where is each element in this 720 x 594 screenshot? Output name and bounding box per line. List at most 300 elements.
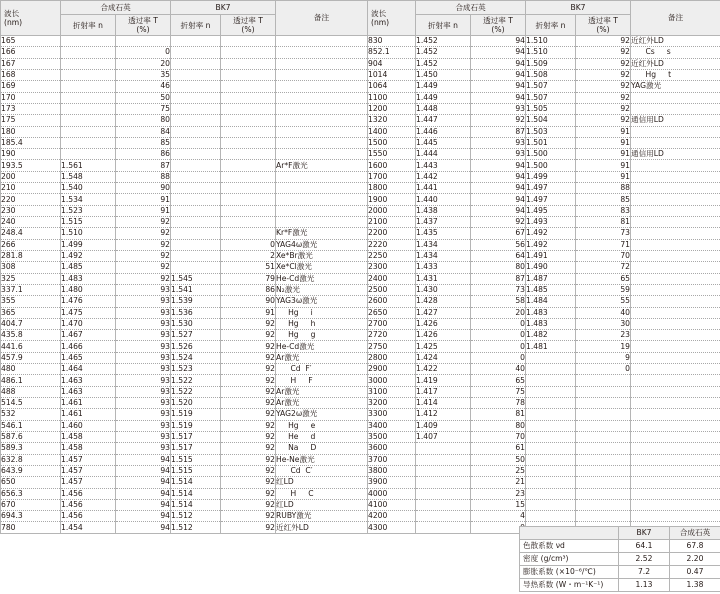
left-bk7-index-cell xyxy=(171,250,221,261)
left-bk7-transmittance-cell xyxy=(221,205,276,216)
left-notes-cell: Cd F′ xyxy=(276,364,368,375)
left-bk7-index-cell xyxy=(171,115,221,126)
left-bk7-transmittance-cell: 92 xyxy=(221,318,276,329)
table-row xyxy=(1,488,720,499)
left-wavelength-cell: 210 xyxy=(1,183,61,194)
left-bk7-transmittance-cell: 86 xyxy=(221,284,276,295)
left-silica-transmittance-cell: 92 xyxy=(116,262,171,273)
right-silica-index-cell xyxy=(416,488,471,499)
left-notes-cell: He-Cd激光 xyxy=(276,341,368,352)
right-notes-cell xyxy=(631,296,720,307)
table-row xyxy=(1,318,720,329)
left-bk7-index-cell: 1.520 xyxy=(171,398,221,409)
right-silica-index-cell: 1.445 xyxy=(416,137,471,148)
left-bk7-transmittance-cell: 92 xyxy=(221,386,276,397)
right-bk7-transmittance-cell: 92 xyxy=(576,69,631,80)
right-silica-index-cell: 1.434 xyxy=(416,239,471,250)
right-wavelength-cell: 1320 xyxy=(368,115,416,126)
right-wavelength-cell: 1500 xyxy=(368,137,416,148)
right-wavelength-cell: 4300 xyxy=(368,522,416,533)
left-silica-transmittance-cell: 92 xyxy=(116,239,171,250)
header-refractive-index: 折射率 n xyxy=(171,15,221,36)
right-wavelength-cell: 2720 xyxy=(368,330,416,341)
right-silica-index-cell: 1.433 xyxy=(416,262,471,273)
header-wavelength-right: 波长 (nm) xyxy=(368,1,416,36)
left-bk7-index-cell: 1.515 xyxy=(171,454,221,465)
right-silica-transmittance-cell: 80 xyxy=(471,420,526,431)
left-bk7-index-cell: 1.514 xyxy=(171,499,221,510)
left-silica-transmittance-cell: 92 xyxy=(116,217,171,228)
table-row xyxy=(1,398,720,409)
right-silica-transmittance-cell: 93 xyxy=(471,137,526,148)
right-bk7-transmittance-cell: 91 xyxy=(576,171,631,182)
right-silica-transmittance-cell: 0 xyxy=(471,330,526,341)
right-notes-cell xyxy=(631,330,720,341)
left-notes-cell xyxy=(276,217,368,228)
left-wavelength-cell: 173 xyxy=(1,103,61,114)
right-wavelength-cell: 3100 xyxy=(368,386,416,397)
left-bk7-transmittance-cell xyxy=(221,149,276,160)
right-bk7-index-cell: 1.482 xyxy=(526,330,576,341)
right-silica-index-cell: 1.419 xyxy=(416,375,471,386)
left-bk7-index-cell xyxy=(171,81,221,92)
right-bk7-transmittance-cell: 19 xyxy=(576,341,631,352)
right-wavelength-cell: 3900 xyxy=(368,477,416,488)
right-silica-transmittance-cell: 94 xyxy=(471,160,526,171)
header-refractive-index: 折射率 n xyxy=(61,15,116,36)
header-transmittance: 透过率 T (%) xyxy=(471,15,526,36)
header-bk7-right: BK7 xyxy=(526,1,631,15)
left-bk7-transmittance-cell xyxy=(221,228,276,239)
right-silica-transmittance-cell: 73 xyxy=(471,284,526,295)
right-wavelength-cell: 4200 xyxy=(368,511,416,522)
table-row xyxy=(1,431,720,442)
left-silica-transmittance-cell: 86 xyxy=(116,149,171,160)
left-silica-transmittance-cell: 20 xyxy=(116,58,171,69)
right-silica-transmittance-cell: 4 xyxy=(471,511,526,522)
left-bk7-transmittance-cell: 92 xyxy=(221,398,276,409)
left-silica-transmittance-cell: 50 xyxy=(116,92,171,103)
right-bk7-transmittance-cell xyxy=(576,375,631,386)
right-bk7-transmittance-cell: 72 xyxy=(576,262,631,273)
right-bk7-index-cell: 1.507 xyxy=(526,81,576,92)
right-silica-index-cell: 1.424 xyxy=(416,352,471,363)
right-notes-cell xyxy=(631,262,720,273)
left-silica-transmittance-cell: 94 xyxy=(116,465,171,476)
header-bk7-left: BK7 xyxy=(171,1,276,15)
right-notes-cell xyxy=(631,183,720,194)
left-bk7-transmittance-cell: 92 xyxy=(221,409,276,420)
left-bk7-transmittance-cell xyxy=(221,47,276,58)
right-silica-index-cell: 1.428 xyxy=(416,296,471,307)
left-silica-transmittance-cell: 94 xyxy=(116,454,171,465)
right-bk7-transmittance-cell: 85 xyxy=(576,194,631,205)
right-wavelength-cell: 2220 xyxy=(368,239,416,250)
left-notes-cell: 近红外LD xyxy=(276,522,368,533)
left-silica-transmittance-cell: 46 xyxy=(116,81,171,92)
left-wavelength-cell: 165 xyxy=(1,36,61,47)
table-row xyxy=(1,205,720,216)
left-silica-index-cell: 1.460 xyxy=(61,420,116,431)
right-bk7-index-cell: 1.484 xyxy=(526,296,576,307)
right-silica-transmittance-cell: 87 xyxy=(471,126,526,137)
table-body xyxy=(1,36,720,534)
left-silica-index-cell: 1.548 xyxy=(61,171,116,182)
right-bk7-index-cell xyxy=(526,352,576,363)
props-row xyxy=(520,566,720,579)
right-silica-transmittance-cell: 67 xyxy=(471,228,526,239)
left-silica-index-cell: 1.454 xyxy=(61,522,116,533)
left-silica-transmittance-cell: 92 xyxy=(116,273,171,284)
left-bk7-index-cell xyxy=(171,137,221,148)
right-bk7-transmittance-cell xyxy=(576,443,631,454)
left-bk7-transmittance-cell xyxy=(221,160,276,171)
right-wavelength-cell: 830 xyxy=(368,36,416,47)
left-notes-cell xyxy=(276,92,368,103)
right-wavelength-cell: 3800 xyxy=(368,465,416,476)
right-notes-cell xyxy=(631,409,720,420)
left-bk7-index-cell xyxy=(171,194,221,205)
right-bk7-index-cell: 1.485 xyxy=(526,284,576,295)
left-wavelength-cell: 180 xyxy=(1,126,61,137)
left-silica-transmittance-cell: 94 xyxy=(116,488,171,499)
right-notes-cell xyxy=(631,364,720,375)
left-bk7-index-cell: 1.527 xyxy=(171,330,221,341)
left-wavelength-cell: 240 xyxy=(1,217,61,228)
props-label: 导热系数 (W・m⁻¹K⁻¹) xyxy=(520,579,619,592)
right-notes-cell xyxy=(631,341,720,352)
table-row xyxy=(1,81,720,92)
left-silica-transmittance-cell: 35 xyxy=(116,69,171,80)
left-notes-cell xyxy=(276,81,368,92)
left-wavelength-cell: 694.3 xyxy=(1,511,61,522)
props-header-blank xyxy=(520,527,619,540)
right-wavelength-cell: 3200 xyxy=(368,398,416,409)
left-bk7-index-cell xyxy=(171,47,221,58)
table-row xyxy=(1,477,720,488)
table-row xyxy=(1,183,720,194)
right-silica-index-cell: 1.449 xyxy=(416,81,471,92)
table-row xyxy=(1,149,720,160)
props-silica-value: 0.47 xyxy=(670,566,720,579)
right-bk7-transmittance-cell xyxy=(576,398,631,409)
left-bk7-transmittance-cell: 92 xyxy=(221,454,276,465)
header-refractive-index: 折射率 n xyxy=(416,15,471,36)
right-notes-cell xyxy=(631,103,720,114)
left-bk7-transmittance-cell xyxy=(221,115,276,126)
right-silica-transmittance-cell: 93 xyxy=(471,149,526,160)
left-silica-index-cell xyxy=(61,36,116,47)
left-silica-index-cell: 1.461 xyxy=(61,409,116,420)
left-bk7-transmittance-cell xyxy=(221,58,276,69)
right-bk7-index-cell xyxy=(526,386,576,397)
right-silica-transmittance-cell: 75 xyxy=(471,386,526,397)
left-bk7-index-cell xyxy=(171,149,221,160)
left-wavelength-cell: 170 xyxy=(1,92,61,103)
left-wavelength-cell: 480 xyxy=(1,364,61,375)
right-bk7-transmittance-cell: 0 xyxy=(576,364,631,375)
right-silica-index-cell: 1.450 xyxy=(416,69,471,80)
right-bk7-transmittance-cell: 92 xyxy=(576,92,631,103)
right-bk7-index-cell: 1.487 xyxy=(526,273,576,284)
right-wavelength-cell: 1100 xyxy=(368,92,416,103)
table-row xyxy=(1,352,720,363)
right-bk7-transmittance-cell xyxy=(576,454,631,465)
props-silica-value: 1.38 xyxy=(670,579,720,592)
left-notes-cell: Kr*F激光 xyxy=(276,228,368,239)
right-bk7-transmittance-cell: 91 xyxy=(576,126,631,137)
right-bk7-transmittance-cell: 81 xyxy=(576,217,631,228)
right-silica-index-cell: 1.443 xyxy=(416,160,471,171)
left-silica-transmittance-cell xyxy=(116,36,171,47)
material-properties-table xyxy=(519,526,720,592)
left-silica-transmittance-cell: 93 xyxy=(116,375,171,386)
right-bk7-transmittance-cell: 88 xyxy=(576,183,631,194)
left-wavelength-cell: 193.5 xyxy=(1,160,61,171)
right-bk7-index-cell: 1.499 xyxy=(526,171,576,182)
table-row xyxy=(1,443,720,454)
right-bk7-index-cell xyxy=(526,465,576,476)
right-silica-index-cell: 1.444 xyxy=(416,149,471,160)
right-wavelength-cell: 2650 xyxy=(368,307,416,318)
right-bk7-index-cell: 1.481 xyxy=(526,341,576,352)
right-bk7-index-cell: 1.497 xyxy=(526,183,576,194)
right-silica-transmittance-cell: 50 xyxy=(471,454,526,465)
left-bk7-transmittance-cell: 92 xyxy=(221,499,276,510)
right-silica-transmittance-cell: 64 xyxy=(471,250,526,261)
left-bk7-index-cell xyxy=(171,126,221,137)
left-notes-cell: He d xyxy=(276,431,368,442)
left-bk7-index-cell: 1.512 xyxy=(171,522,221,533)
table-row xyxy=(1,160,720,171)
table-row xyxy=(1,511,720,522)
props-label: 色散系数 νd xyxy=(520,540,619,553)
right-notes-cell xyxy=(631,92,720,103)
table-row xyxy=(1,454,720,465)
left-silica-index-cell xyxy=(61,69,116,80)
left-bk7-index-cell: 1.522 xyxy=(171,386,221,397)
left-notes-cell xyxy=(276,205,368,216)
left-bk7-transmittance-cell xyxy=(221,194,276,205)
left-bk7-index-cell xyxy=(171,36,221,47)
right-wavelength-cell: 2000 xyxy=(368,205,416,216)
left-wavelength-cell: 325 xyxy=(1,273,61,284)
left-wavelength-cell: 546.1 xyxy=(1,420,61,431)
left-silica-transmittance-cell: 0 xyxy=(116,47,171,58)
right-bk7-index-cell: 1.493 xyxy=(526,217,576,228)
right-silica-index-cell: 1.422 xyxy=(416,364,471,375)
left-silica-transmittance-cell: 94 xyxy=(116,511,171,522)
left-silica-index-cell xyxy=(61,81,116,92)
left-bk7-index-cell: 1.514 xyxy=(171,488,221,499)
right-wavelength-cell: 1200 xyxy=(368,103,416,114)
right-wavelength-cell: 2750 xyxy=(368,341,416,352)
left-bk7-transmittance-cell xyxy=(221,137,276,148)
table-row xyxy=(1,273,720,284)
left-bk7-index-cell xyxy=(171,58,221,69)
right-silica-index-cell: 1.449 xyxy=(416,92,471,103)
left-silica-transmittance-cell: 92 xyxy=(116,250,171,261)
right-silica-transmittance-cell: 94 xyxy=(471,36,526,47)
right-bk7-transmittance-cell: 91 xyxy=(576,137,631,148)
left-bk7-index-cell xyxy=(171,69,221,80)
left-notes-cell xyxy=(276,126,368,137)
right-notes-cell xyxy=(631,431,720,442)
left-bk7-index-cell xyxy=(171,228,221,239)
table-row xyxy=(1,47,720,58)
right-bk7-transmittance-cell: 70 xyxy=(576,250,631,261)
right-notes-cell xyxy=(631,137,720,148)
left-silica-index-cell: 1.457 xyxy=(61,465,116,476)
left-bk7-index-cell xyxy=(171,262,221,273)
right-silica-index-cell: 1.438 xyxy=(416,205,471,216)
right-bk7-transmittance-cell xyxy=(576,465,631,476)
right-silica-transmittance-cell: 94 xyxy=(471,92,526,103)
left-silica-transmittance-cell: 92 xyxy=(116,228,171,239)
left-bk7-index-cell xyxy=(171,171,221,182)
left-silica-transmittance-cell: 88 xyxy=(116,171,171,182)
right-silica-transmittance-cell: 25 xyxy=(471,465,526,476)
right-notes-cell xyxy=(631,318,720,329)
left-notes-cell xyxy=(276,36,368,47)
right-bk7-index-cell: 1.504 xyxy=(526,115,576,126)
left-wavelength-cell: 168 xyxy=(1,69,61,80)
left-notes-cell: Hg h xyxy=(276,318,368,329)
left-notes-cell xyxy=(276,58,368,69)
left-silica-index-cell xyxy=(61,115,116,126)
props-row xyxy=(520,540,720,553)
right-silica-index-cell: 1.434 xyxy=(416,250,471,261)
left-silica-index-cell: 1.515 xyxy=(61,217,116,228)
right-bk7-index-cell: 1.497 xyxy=(526,194,576,205)
left-wavelength-cell: 308 xyxy=(1,262,61,273)
props-silica-value: 2.20 xyxy=(670,553,720,566)
right-silica-index-cell: 1.446 xyxy=(416,126,471,137)
left-silica-index-cell: 1.458 xyxy=(61,443,116,454)
right-bk7-index-cell xyxy=(526,398,576,409)
left-silica-transmittance-cell: 91 xyxy=(116,205,171,216)
table-row xyxy=(1,307,720,318)
right-wavelength-cell: 2300 xyxy=(368,262,416,273)
right-silica-transmittance-cell: 0 xyxy=(471,341,526,352)
right-silica-index-cell: 1.452 xyxy=(416,47,471,58)
right-wavelength-cell: 2250 xyxy=(368,250,416,261)
table-row xyxy=(1,284,720,295)
left-wavelength-cell: 365 xyxy=(1,307,61,318)
right-silica-index-cell: 1.417 xyxy=(416,386,471,397)
table-row xyxy=(1,69,720,80)
left-notes-cell xyxy=(276,171,368,182)
left-bk7-transmittance-cell: 92 xyxy=(221,522,276,533)
table-row xyxy=(1,341,720,352)
right-silica-index-cell: 1.414 xyxy=(416,398,471,409)
left-bk7-transmittance-cell xyxy=(221,217,276,228)
left-silica-index-cell: 1.456 xyxy=(61,488,116,499)
right-silica-index-cell: 1.426 xyxy=(416,330,471,341)
left-bk7-transmittance-cell xyxy=(221,36,276,47)
left-notes-cell: Ar*F激光 xyxy=(276,160,368,171)
table-row xyxy=(1,420,720,431)
left-notes-cell xyxy=(276,115,368,126)
left-notes-cell: He-Ne激光 xyxy=(276,454,368,465)
left-notes-cell: 红LD xyxy=(276,499,368,510)
left-silica-transmittance-cell: 93 xyxy=(116,307,171,318)
left-wavelength-cell: 220 xyxy=(1,194,61,205)
left-bk7-transmittance-cell xyxy=(221,92,276,103)
left-wavelength-cell: 190 xyxy=(1,149,61,160)
left-silica-transmittance-cell: 94 xyxy=(116,499,171,510)
right-silica-transmittance-cell: 15 xyxy=(471,499,526,510)
left-silica-transmittance-cell: 93 xyxy=(116,296,171,307)
left-bk7-index-cell xyxy=(171,183,221,194)
left-wavelength-cell: 166 xyxy=(1,47,61,58)
left-silica-transmittance-cell: 93 xyxy=(116,318,171,329)
right-silica-index-cell: 1.441 xyxy=(416,183,471,194)
left-bk7-transmittance-cell xyxy=(221,171,276,182)
left-silica-index-cell: 1.534 xyxy=(61,194,116,205)
right-bk7-transmittance-cell: 92 xyxy=(576,81,631,92)
right-silica-index-cell xyxy=(416,499,471,510)
right-silica-index-cell: 1.430 xyxy=(416,284,471,295)
left-wavelength-cell: 167 xyxy=(1,58,61,69)
right-bk7-index-cell: 1.508 xyxy=(526,69,576,80)
right-wavelength-cell: 1550 xyxy=(368,149,416,160)
right-wavelength-cell: 3500 xyxy=(368,431,416,442)
left-bk7-transmittance-cell: 92 xyxy=(221,364,276,375)
left-notes-cell: H F xyxy=(276,375,368,386)
right-silica-transmittance-cell: 56 xyxy=(471,239,526,250)
left-wavelength-cell: 587.6 xyxy=(1,431,61,442)
left-wavelength-cell: 337.1 xyxy=(1,284,61,295)
right-silica-index-cell: 1.448 xyxy=(416,103,471,114)
left-notes-cell xyxy=(276,149,368,160)
left-notes-cell: Hg g xyxy=(276,330,368,341)
table-row xyxy=(1,137,720,148)
props-silica-value: 67.8 xyxy=(670,540,720,553)
left-bk7-index-cell xyxy=(171,103,221,114)
props-row xyxy=(520,579,720,592)
table-row xyxy=(1,228,720,239)
right-silica-index-cell xyxy=(416,443,471,454)
table-row xyxy=(1,330,720,341)
right-silica-index-cell: 1.447 xyxy=(416,115,471,126)
right-wavelength-cell: 2600 xyxy=(368,296,416,307)
right-wavelength-cell: 1064 xyxy=(368,81,416,92)
left-silica-index-cell: 1.464 xyxy=(61,364,116,375)
right-silica-index-cell: 1.442 xyxy=(416,171,471,182)
right-silica-transmittance-cell: 93 xyxy=(471,103,526,114)
right-silica-transmittance-cell: 94 xyxy=(471,171,526,182)
right-notes-cell xyxy=(631,126,720,137)
left-silica-index-cell: 1.465 xyxy=(61,352,116,363)
left-silica-index-cell: 1.523 xyxy=(61,205,116,216)
right-bk7-transmittance-cell: 83 xyxy=(576,205,631,216)
right-silica-transmittance-cell: 92 xyxy=(471,217,526,228)
right-wavelength-cell: 4100 xyxy=(368,499,416,510)
right-silica-transmittance-cell: 94 xyxy=(471,58,526,69)
right-bk7-transmittance-cell xyxy=(576,499,631,510)
right-notes-cell xyxy=(631,273,720,284)
left-silica-index-cell: 1.499 xyxy=(61,239,116,250)
right-notes-cell xyxy=(631,511,720,522)
left-silica-transmittance-cell: 75 xyxy=(116,103,171,114)
left-bk7-transmittance-cell xyxy=(221,81,276,92)
left-bk7-index-cell xyxy=(171,205,221,216)
right-silica-transmittance-cell: 20 xyxy=(471,307,526,318)
right-silica-transmittance-cell: 78 xyxy=(471,398,526,409)
left-silica-index-cell: 1.483 xyxy=(61,273,116,284)
right-notes-cell: 通信用LD xyxy=(631,149,720,160)
